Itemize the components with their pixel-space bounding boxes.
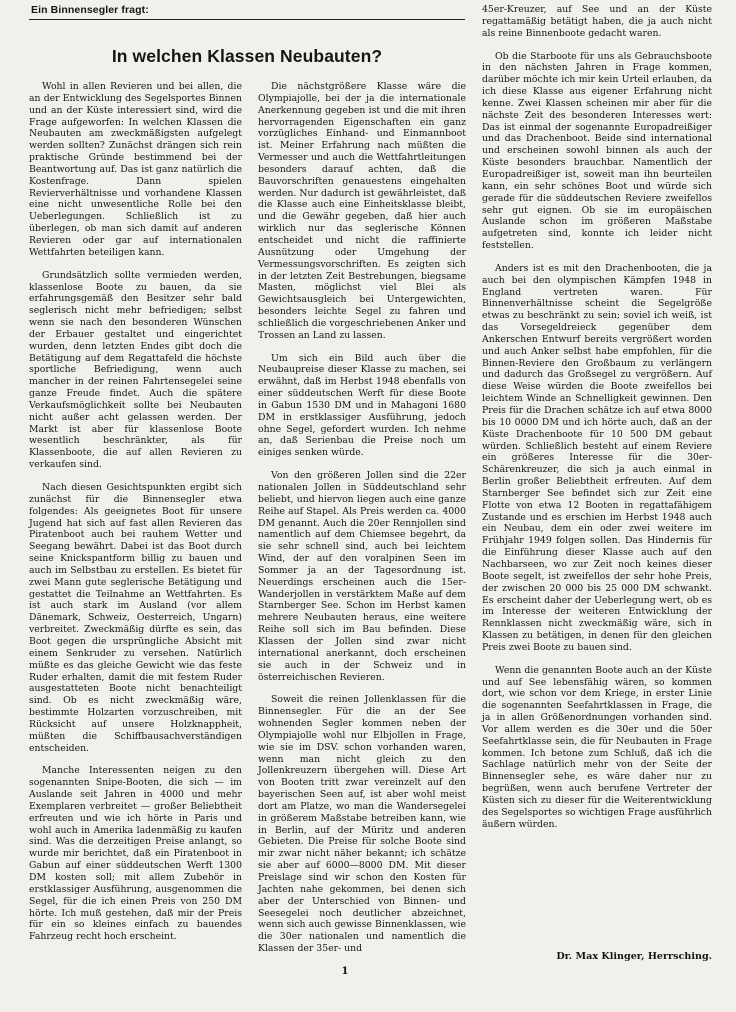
column-3: [482, 4, 712, 831]
article-headline: In welchen Klassen Neubauten?: [111, 46, 383, 66]
paragraph: Soweit die reinen Jollenklassen für die Binnensegler. Für die an der See wohnenden Segler kommen neben der Olympiajolle wohl nur Elbjollen in Frage, wie sie im DSV. schon vorhanden waren, wenn man nicht gleich zu den Jollenkreuzern übergehen will. Diese Art von Booten tritt zwar vereinzelt auf den bayerischen Seen auf, ist aber wohl meist dort am Platze, wo man die Wandersegelei in größerem Maßstabe betreiben kann, wie in Berlin, auf der Müritz und anderen Gebieten. Die Preise für solche Boote sind mir zwar nicht näher bekannt; ich schätze sie aber auf 6000—8000 DM. Mit dieser Preislage sind wir schon den Kosten für Jachten nahe gekommen, bei denen sich aber der Unterschied von Binnen- und Seesegelei noch deutlicher abzeichnet, wenn sich auch gewisse Binnenklassen, wie die 30er nationalen und namentlich die Klassen der 35er- und: [258, 694, 466, 955]
kicker-rule: [29, 19, 465, 20]
page-number: 1: [341, 966, 349, 977]
paragraph: Um sich ein Bild auch über die Neubaupreise dieser Klasse zu machen, sei erwähnt, daß im Herbst 1948 ebenfalls von einer süddeutschen Werft für diese Boote in Gabun 1530 DM und in Mahagoni 1680 DM in erstklassiger Ausführung, jedoch ohne Segel, gefordert wurden. Ich nehme an, daß Serienbau die Preise noch um einiges senken würde.: [258, 352, 466, 459]
column-1: [29, 81, 242, 943]
paragraph: Von den größeren Jollen sind die 22er nationalen Jollen in Süddeutschland sehr beliebt, und hiervon liegen auch eine ganze Reihe auf Stapel. Als Preis werden ca. 4000 DM genannt. Auch die 20er Rennjollen sind namentlich auf dem Chiemsee begehrt, da sie sehr schnell sind, auch bei leichtem Wind, der auf den voralpinen Seen im Sommer ja an der Tagesordnung ist. Neuerdings erscheinen auch die 15er-Wanderjollen in verstärktem Maße auf dem Starnberger See. Schon im Herbst kamen mehrere Neubauten heraus, eine weitere Reihe soll sich im Bau befinden. Diese Klassen der Jollen sind zwar nicht international anerkannt, doch erscheinen sie auch in der Schweiz und in österreichischen Revieren.: [258, 470, 466, 683]
paragraph: Manche Interessenten neigen zu den sogenannten Snipe-Booten, die sich — im Auslande seit Jahren in 4000 und mehr Exemplaren verbreitet — großer Beliebtheit erfreuten und wie ich hörte in Paris und wohl auch in Amerika ladenmäßig zu kaufen sind. Was die derzeitigen Preise anlangt, so wurde mir berichtet, daß ein Piratenboot in Gabun auf einer süddeutschen Werft 1300 DM kosten soll; mit allem Zubehör in erstklassiger Ausführung, ausgenommen die Segel, für die ich einen Preis von 250 DM hörte. Ich muß gestehen, daß mir der Preis für ein so kleines einfach zu bauendes Fahrzeug recht hoch erscheint.: [29, 765, 242, 943]
paragraph: Ob die Starboote für uns als Gebrauchsboote in den nächsten Jahren in Frage kommen, darüber möchte ich mir kein Urteil erlauben, da ich diese Klasse aus eigener Erfahrung nicht kenne. Zwei Klassen scheinen mir aber für die nächste Zeit des besonderen Interesses wert: Das ist einmal der sogenannte Europadreißiger und das Drachenboot. Beide sind international und erscheinen sowohl binnen als auch der Küste besonders brauchbar. Namentlich der Europadreißiger ist, soweit man ihn beurteilen kann, ein sehr schönes Boot und würde sich gerade für die süddeutschen Reviere zweifellos sehr gut eignen. Ob sie im europäischen Auslande schon im größeren Maßstabe aufgetreten sind, konnte ich leider nicht feststellen.: [482, 50, 712, 252]
paragraph: Die nächstgrößere Klasse wäre die Olympiajolle, bei der ja die internationale Anerkennung gegeben ist und die mit ihren hervorragenden Eigenschaften ein ganz vorzügliches Einhand- und Einmannboot ist. Meiner Erfahrung nach müßten die Vermesser und auch die Wettfahrtleitungen besonders darauf achten, daß die Bauvorschriften genauestens eingehalten werden. Nur dadurch ist gewährleistet, daß die Klasse auch eine Einheitsklasse bleibt, und die Gewähr gegeben, daß hier auch wirklich nur das seglerische Können entscheidet und nicht die raffinierte Ausnützung oder Umgehung der Vermessungsvorschriften. Es zeigten sich in der letzten Zeit Bestrebungen, biegsame Masten, möglichst viel Blei als Gewichtsausgleich bei Untergewichten, besonders leichte Segel zu fahren und schließlich die vorgeschriebenen Anker und Trossen an Land zu lassen.: [258, 81, 466, 341]
kicker-line: Ein Binnensegler fragt:: [31, 4, 149, 16]
paragraph: Nach diesen Gesichtspunkten ergibt sich zunächst für die Binnensegler etwa folgendes: Als geeignetes Boot für unsere Jugend hat sich auf fast allen Revieren das Piratenboot auch bei rauhem Wetter und Seegang bewährt. Dabei ist das Boot durch seine Knickspantform billig zu bauen und auch im Selbstbau zu erstellen. Es bietet für zwei Mann gute seglerische Betätigung und gestattet die Teilnahme an Wettfahrten. Es ist auch stark im Ausland (vor allem Dänemark, Schweiz, Oesterreich, Ungarn) verbreitet. Zweckmäßig dürfte es sein, das Boot gegen die ursprüngliche Absicht mit einem Senkruder zu versehen. Natürlich müßte es das gleiche Gewicht wie das feste Ruder erhalten, damit die mit festem Ruder ausgestatteten Boote nicht benachteiligt sind. Ob es nicht zweckmäßig wäre, bestimmte Holzarten vorzuschreiben, mit Rücksicht auf unsere Holzknappheit, müßten die Schiffbausachverständigen entscheiden.: [29, 482, 242, 754]
author-signature: Dr. Max Klinger, Herrsching.: [556, 951, 712, 962]
paragraph: Anders ist es mit den Drachenbooten, die ja auch bei den olympischen Kämpfen 1948 in England vertreten waren. Für Binnenverhältnisse scheint die Segelgröße etwas zu beschränkt zu sein; soviel ich weiß, ist das Vorsegeldreieck gegenüber dem Ankerschen Entwurf bereits vergrößert worden und auch Anker selbst habe empfohlen, für die Binnen-Reviere den Großbaum zu verlängern und dadurch das Großsegel zu vergrößern. Auf diese Weise würden die Boote zweifellos bei leichtem Winde an Schnelligkeit gewinnen. Den Preis für die Drachen schätze ich auf etwa 8000 bis 10 0000 DM und ich hörte auch, daß an der Küste Drachenboote für 10 500 DM gebaut würden. Schließlich besteht auf einem Reviere ein größeres Interesse für die 30er-Schärenkreuzer, die sich ja auch einmal in Berlin großer Beliebtheit erfreuten. Auf dem Starnberger See befindet sich zur Zeit eine Flotte von etwa 12 Booten in regattafähigem Zustande und es erschien im Herbst 1948 auch ein Neubau, dem ein oder zwei weitere im Frühjahr 1949 folgen sollen. Das Hindernis für die Einführung dieser Klasse auch auf den Nachbarseen, wo zur Zeit noch keines dieser Boote segelt, ist zweifellos der sehr hohe Preis, der zwischen 20 000 bis 25 000 DM schwankt. Es erscheint daher der Ueberlegung wert, ob es im Interesse der weiteren Entwicklung der Rennklassen nicht zweckmäßig wäre, sich in Klassen zu betätigen, in denen für den gleichen Preis zwei Boote zu bauen sind.: [482, 262, 712, 653]
paragraph: Grundsätzlich sollte vermieden werden, klassenlose Boote zu bauen, da sie erfahrungsgemäß den Besitzer sehr bald seglerisch nicht mehr befriedigen; selbst wenn sie nach den besonderen Wünschen der Erbauer gestaltet und eingerichtet wurden, denn letzten Endes gibt doch die Betätigung auf dem Regattafeld die höchste sportliche Befriedigung, wenn auch mancher in der reinen Fahrtensegelei seine ganze Freude findet. Auch die spätere Verkaufsmöglichkeit sollte bei Neubauten nicht außer acht gelassen werden. Der Markt ist aber für klassenlose Boote wesentlich beschränkter, als für Klassenboote, die auf allen Revieren zu verkaufen sind.: [29, 269, 242, 471]
paragraph: 45er-Kreuzer, auf See und an der Küste regattamäßig betätigt haben, die ja auch nicht als reine Binnenboote gedacht waren.: [482, 4, 712, 39]
paragraph: Wenn die genannten Boote auch an der Küste und auf See lebensfähig wären, so kommen dort, wie schon vor dem Kriege, in erster Linie die sogenannten Seefahrtklassen in Frage, die ja in allen Größenordnungen vorhanden sind. Vor allem werden es die 30er und die 50er Seefahrtklasse sein, die für Neubauten in Frage kommen. Ich betone zum Schluß, daß ich die Sachlage natürlich mehr von der Seite der Binnensegler sehe, es wäre daher nur zu begrüßen, wenn auch berufene Vertreter der Küsten sich zu dieser für die Weiterentwicklung des Segelsportes so wichtigen Frage ausführlich äußern würden.: [482, 664, 712, 830]
column-2: [258, 81, 466, 955]
paragraph: Wohl in allen Revieren und bei allen, die an der Entwicklung des Segelsportes Binnen und an der Küste interessiert sind, wird die Frage aufgeworfen: In welchen Klassen die Neubauten am zweckmäßigsten aufgelegt werden sollten? Zunächst drängen sich rein praktische Gründe bestimmend bei der Beantwortung auf. Das ist ganz natürlich die Kostenfrage. Dann spielen Revierverhältnisse und vorhandene Klassen eine nicht unwesentliche Rolle bei den Ueberlegungen. Schließlich ist zu überlegen, ob man sich damit auf anderen Revieren oder gar auf internationalen Wettfahrten beteiligen kann.: [29, 81, 242, 258]
